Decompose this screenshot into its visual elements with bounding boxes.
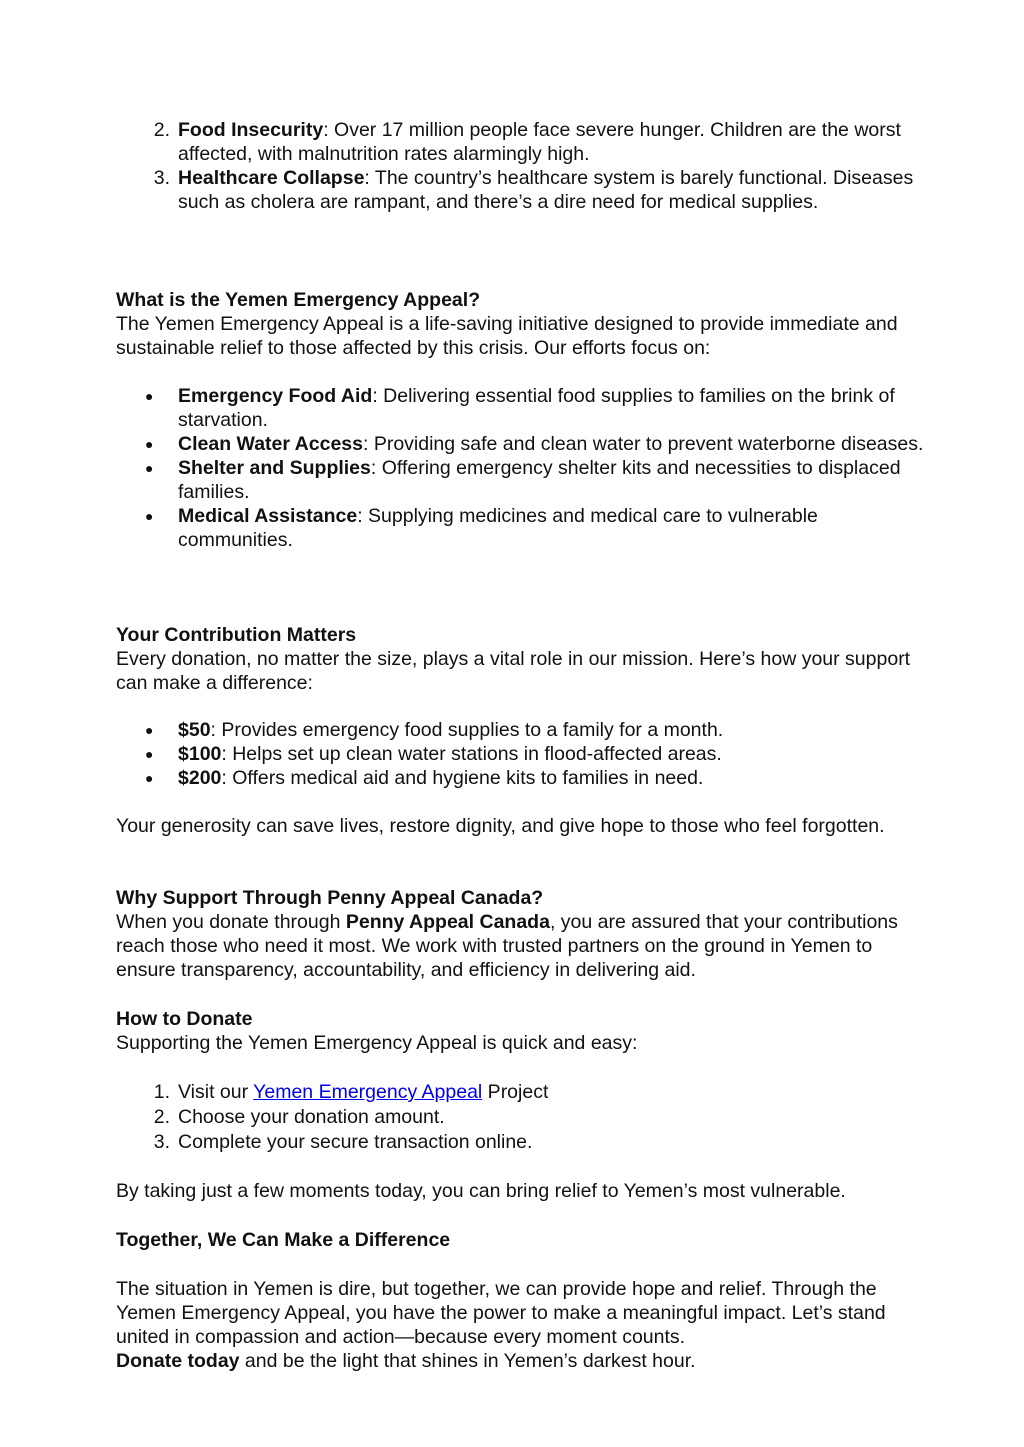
contribution-closing: Your generosity can save lives, restore dignity, and give hope to those who feel forgotten. bbox=[116, 815, 885, 837]
list-item-text: : Provides emergency food supplies to a family for a month. bbox=[210, 719, 724, 741]
list-item-text: Choose your donation amount. bbox=[178, 1106, 445, 1128]
bullet-icon: ● bbox=[145, 388, 154, 404]
list-item-term: Healthcare Collapse bbox=[178, 167, 365, 189]
section-intro: Every donation, no matter the size, plays a vital role in our mission. Here’s how your support can make a difference: bbox=[116, 648, 911, 694]
section-heading: Your Contribution Matters bbox=[116, 624, 357, 646]
list-number: 3. bbox=[153, 1131, 170, 1153]
bullet-icon: ● bbox=[145, 508, 154, 524]
list-number: 2. bbox=[153, 1106, 170, 1128]
appeal-section bbox=[116, 288, 936, 360]
list-item-term: Clean Water Access bbox=[178, 433, 363, 455]
list-item-text: : Offers medical aid and hygiene kits to families in need. bbox=[221, 767, 704, 789]
list-item-text: : Offering emergency shelter kits and necessities to displaced families. bbox=[178, 457, 901, 503]
section-heading: What is the Yemen Emergency Appeal? bbox=[116, 289, 481, 311]
list-item-term: $100 bbox=[178, 743, 222, 765]
list-item-text: Project bbox=[482, 1081, 549, 1103]
list-item-term: Medical Assistance bbox=[178, 505, 358, 527]
list-item-text: : Supplying medicines and medical care to vulnerable communities. bbox=[178, 505, 818, 551]
list-item-term: $200 bbox=[178, 767, 222, 789]
list-item bbox=[116, 166, 936, 214]
list-item bbox=[116, 118, 936, 166]
yemen-emergency-appeal-link[interactable]: Yemen Emergency Appeal bbox=[253, 1081, 483, 1103]
bullet-icon: ● bbox=[145, 460, 154, 476]
section-intro: Supporting the Yemen Emergency Appeal is quick and easy: bbox=[116, 1032, 638, 1054]
list-item bbox=[116, 456, 936, 504]
together-section bbox=[116, 1277, 936, 1373]
bullet-icon: ● bbox=[145, 770, 154, 786]
list-item bbox=[116, 504, 936, 552]
list-item bbox=[116, 432, 936, 456]
bullet-icon: ● bbox=[145, 436, 154, 452]
list-item-term: Emergency Food Aid bbox=[178, 385, 373, 407]
section-paragraph bbox=[116, 910, 936, 982]
donate-steps-list bbox=[116, 1080, 936, 1154]
list-item bbox=[116, 1105, 936, 1129]
why-section bbox=[116, 886, 936, 982]
paragraph-text: When you donate through bbox=[116, 911, 346, 933]
donate-today-text: Donate today bbox=[116, 1350, 240, 1372]
list-item-text: : Providing safe and clean water to prevent waterborne diseases. bbox=[362, 433, 924, 455]
list-item-text: : Over 17 million people face severe hunger. Children are the worst affected, with malnutrition rates alarmingly high. bbox=[178, 119, 901, 165]
section-heading: Why Support Through Penny Appeal Canada? bbox=[116, 887, 544, 909]
list-item-term: $50 bbox=[178, 719, 211, 741]
list-item-text: : The country’s healthcare system is barely functional. Diseases such as cholera are rampant, and there’s a dire need for medical supplies. bbox=[178, 167, 914, 213]
section-heading: How to Donate bbox=[116, 1008, 253, 1030]
list-item bbox=[116, 742, 936, 766]
list-item-term: Food Insecurity bbox=[178, 119, 324, 141]
list-number: 3. bbox=[153, 167, 170, 189]
donate-section bbox=[116, 1007, 936, 1055]
paragraph-text: , you are assured that your contributions reach those who need it most. We work with trusted partners on the ground in Yemen to ensure transparency, accountability, and efficiency in delivering aid. bbox=[116, 911, 898, 981]
problems-list bbox=[116, 118, 936, 214]
list-item bbox=[116, 1080, 936, 1104]
list-item bbox=[116, 718, 936, 742]
list-item-text: Complete your secure transaction online. bbox=[178, 1131, 533, 1153]
section-intro: The Yemen Emergency Appeal is a life-saving initiative designed to provide immediate and sustainable relief to those affected by this crisis. Our efforts focus on: bbox=[116, 313, 898, 359]
donate-closing: By taking just a few moments today, you can bring relief to Yemen’s most vulnerable. bbox=[116, 1180, 846, 1202]
call-to-action bbox=[116, 1349, 936, 1373]
org-name: Penny Appeal Canada bbox=[345, 911, 550, 933]
list-item bbox=[116, 1130, 936, 1154]
appeal-items-list bbox=[116, 384, 936, 552]
list-item-text: : Helps set up clean water stations in flood-affected areas. bbox=[221, 743, 722, 765]
contribution-section bbox=[116, 623, 936, 695]
cta-text: and be the light that shines in Yemen’s darkest hour. bbox=[239, 1350, 696, 1372]
together-heading: Together, We Can Make a Difference bbox=[116, 1229, 451, 1251]
list-item-text: : Delivering essential food supplies to families on the brink of starvation. bbox=[178, 385, 895, 431]
list-item bbox=[116, 384, 936, 432]
together-paragraph: The situation in Yemen is dire, but together, we can provide hope and relief. Through the Yemen Emergency Appeal, you have the power to make a meaningful impact. Let’s stand united in compassion and action—because every moment counts. bbox=[116, 1278, 886, 1348]
list-item-term: Shelter and Supplies bbox=[178, 457, 371, 479]
bullet-icon: ● bbox=[145, 722, 154, 738]
contribution-items-list bbox=[116, 718, 936, 790]
bullet-icon: ● bbox=[145, 746, 154, 762]
list-item-text: Visit our bbox=[178, 1081, 254, 1103]
list-number: 2. bbox=[153, 119, 170, 141]
list-number: 1. bbox=[153, 1081, 170, 1103]
list-item bbox=[116, 766, 936, 790]
